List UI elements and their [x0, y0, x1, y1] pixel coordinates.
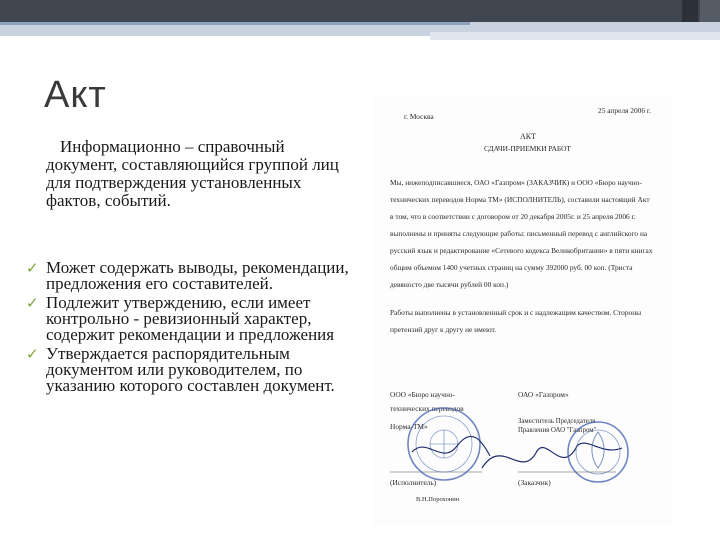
check-icon: ✓: [26, 259, 39, 277]
definition-text: [46, 138, 356, 210]
definition-body: Информационно – справочный документ, составляющийся группой лиц для подтверждения установленных фактов, событий.: [46, 137, 339, 210]
scan-right-org: ОАО «Газпром»: [518, 390, 569, 399]
top-decoration: [0, 0, 720, 22]
stamps-and-signatures: [372, 96, 672, 526]
scan-left-role: (Исполнитель): [390, 478, 437, 487]
scan-closing-line: Работы выполнены в установленный срок и с надлежащим качеством. Стороны: [390, 308, 642, 317]
scan-left-org: Норма-ТМ»: [390, 422, 428, 431]
bullet-item: [26, 295, 362, 343]
scan-body-line: в том, что в соответствии с договором от 20 декабря 2005г. и 25 апреля 2006 г.: [390, 212, 636, 221]
scan-doc-subtitle: СДАЧИ-ПРИЕМКИ РАБОТ: [484, 144, 571, 153]
scan-body-line: Мы, нижеподписавшиеся, ОАО «Газпром» (ЗАКАЗЧИК) и ООО «Бюро научно-: [390, 178, 642, 187]
scan-body-line: русский язык и редактирование «Сетевого кодекса Великобритании» в пяти книгах: [390, 246, 653, 255]
scan-right-position: Заместитель Председателя: [518, 418, 596, 425]
scan-body-line: девяносто две тысячи рублей 00 коп.): [390, 280, 509, 289]
bullet-text: Утверждается распорядительным документом или руководителем, по указанию которого составлен документ.: [46, 344, 335, 395]
scan-right-position: Правления ОАО "Газпром": [518, 427, 597, 434]
check-icon: ✓: [26, 294, 39, 312]
right-stamp-icon: [568, 422, 628, 482]
scan-left-org: технических переводов: [390, 404, 464, 413]
scan-closing-line: претензий друг к другу не имеют.: [390, 325, 497, 334]
bullet-item: [26, 260, 362, 292]
bullet-list: [26, 260, 362, 397]
scan-left-org: ООО «Бюро научно-: [390, 390, 455, 399]
bullet-text: Может содержать выводы, рекомендации, предложения его составителей.: [46, 258, 349, 293]
scan-right-role: (Заказчик): [518, 478, 551, 487]
scan-body-line: выполнены и приняты следующие работы: письменный перевод с английского на: [390, 229, 648, 238]
scan-body-line: технических переводов Норма ТМ» (ИСПОЛНИТЕЛЬ), составили настоящий Акт: [390, 195, 650, 204]
scan-doc-title: АКТ: [520, 132, 536, 141]
slide-title: Акт: [44, 74, 107, 116]
scan-body-line: общим объемом 1400 учетных страниц на сумму 392000 руб. 00 коп. (Триста: [390, 263, 633, 272]
bullet-text: Подлежит утверждению, если имеет контрольно - ревизионный характер, содержит рекомендации и предложения: [46, 293, 335, 344]
scanned-act-document: [372, 96, 672, 526]
scan-city: г. Москва: [404, 112, 434, 121]
check-icon: ✓: [26, 345, 39, 363]
scan-left-name: В.Н.Порохонин: [416, 496, 460, 503]
left-stamp-icon: [408, 408, 480, 480]
scan-date: 25 апреля 2006 г.: [598, 106, 651, 115]
bullet-item: [26, 346, 362, 394]
